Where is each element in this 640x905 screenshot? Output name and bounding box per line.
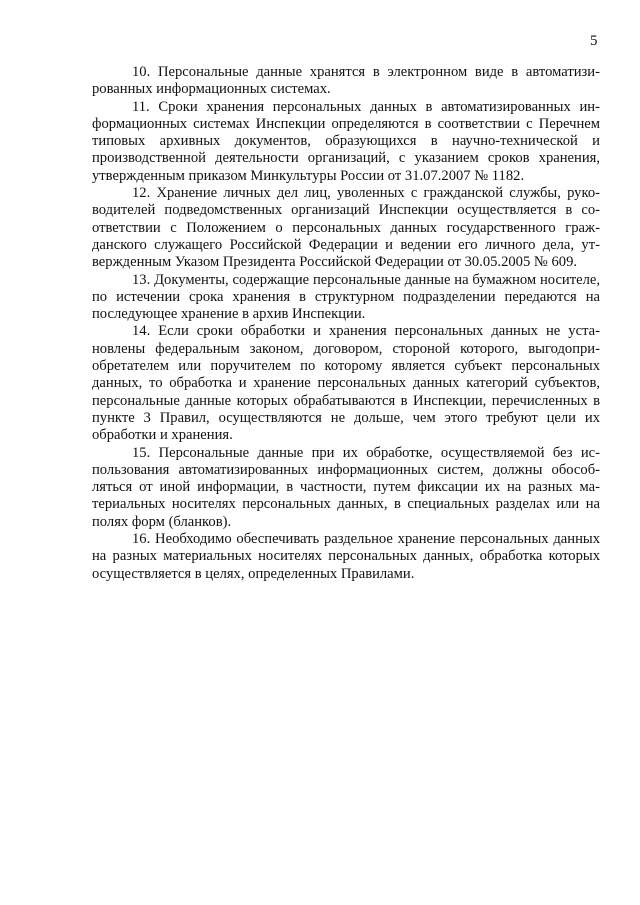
paragraph-12: 12. Хранение личных дел лиц, уволенных с гражданской службы, руководителей подведомственных организаций Инспекции осуществляется в соответствии с Положением о персональных данных государственного гражданского служащего Российской Федерации и ведении его личного дела, утвержденным Указом Президента Российской Федерации от 30.05.2005 № 609. xyxy=(92,185,600,271)
paragraph-16: 16. Необходимо обеспечивать раздельное хранение персональных данных на разных материальных носителях персональных данных, обработка которых осуществляется в целях, определенных Правилами. xyxy=(92,531,600,582)
paragraph-14: 14. Если сроки обработки и хранения персональных данных не установлены федеральным законом, договором, стороной которого, выгодоприобретателем или поручителем по которому является субъект персональных данных, то обработка и хранение персональных данных категорий субъектов, персональные данные которых обрабатываются в Инспекции, перечисленных в пункте 3 Правил, осуществляются не дольше, чем этого требуют цели их обработки и хранения. xyxy=(92,323,600,444)
paragraph-10: 10. Персональные данные хранятся в электронном виде в автоматизированных информационных системах. xyxy=(92,64,600,98)
page-number: 5 xyxy=(590,33,598,49)
document-body xyxy=(92,64,600,583)
paragraph-11: 11. Сроки хранения персональных данных в автоматизированных информационных системах Инспекции определяются в соответствии с Перечнем типовых архивных документов, образующихся в научно-технической и производственной деятельности организаций, с указанием сроков хранения, утвержденным приказом Минкультуры России от 31.07.2007 № 1182. xyxy=(92,98,600,184)
paragraph-15: 15. Персональные данные при их обработке, осуществляемой без использования автоматизированных информационных систем, должны обособляться от иной информации, в частности, путем фиксации их на разных материальных носителях персональных данных, в специальных разделах или на полях форм (бланков). xyxy=(92,444,600,530)
paragraph-13: 13. Документы, содержащие персональные данные на бумажном носителе, по истечении срока хранения в структурном подразделении передаются на последующее хранение в архив Инспекции. xyxy=(92,271,600,323)
